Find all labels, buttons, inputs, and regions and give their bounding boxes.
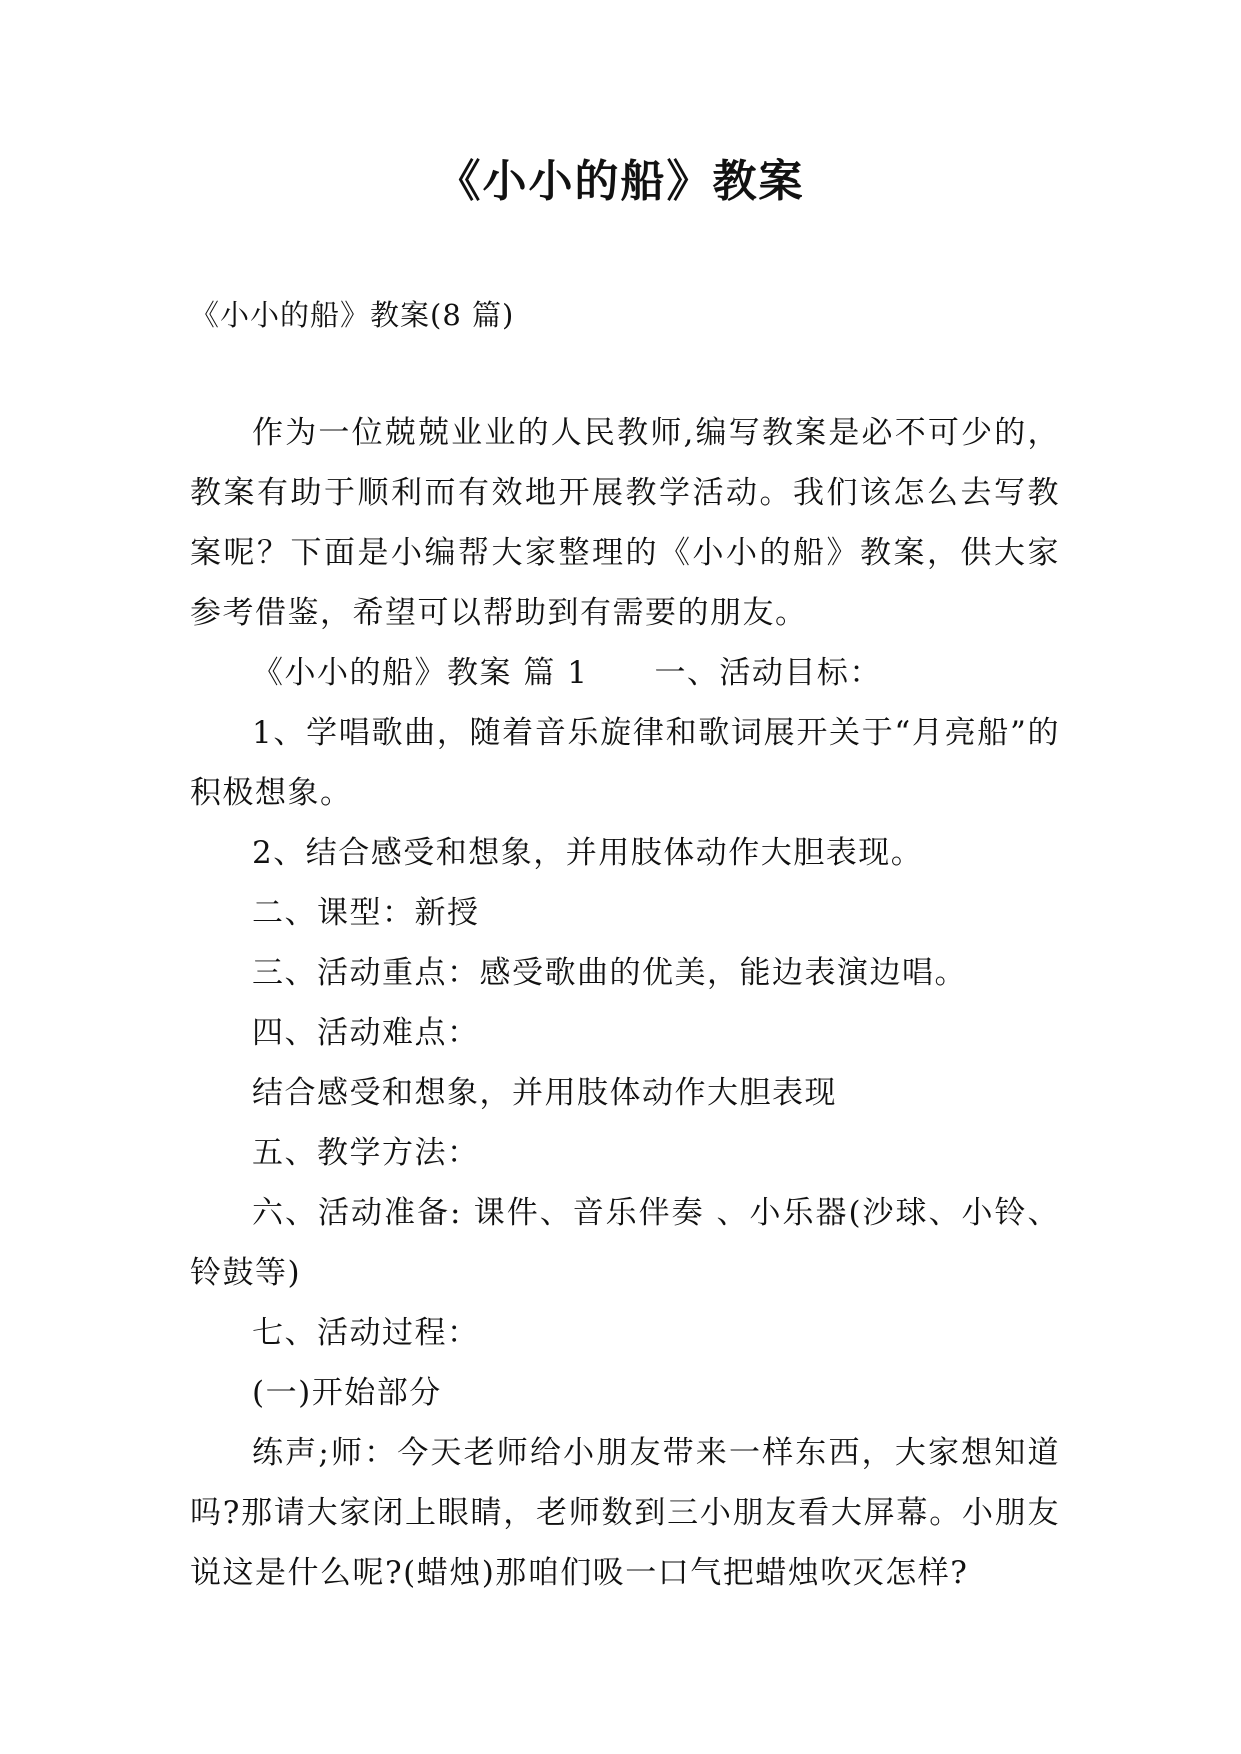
document-subtitle: 《小小的船》教案(8 篇) bbox=[190, 298, 515, 332]
paragraph-method: 五、教学方法： bbox=[252, 1135, 480, 1171]
paragraph-warmup: 练声;师：今天老师给小朋友带来一样东西，大家想知道吗?那请大家闭上眼睛，老师数到三小朋友看大屏幕。小朋友说这是什么呢?(蜡烛)那咱们吸一口气把蜡烛吹灭怎样? bbox=[190, 1435, 1060, 1591]
paragraph-goal-1: 1、学唱歌曲，随着音乐旋律和歌词展开关于“月亮船”的积极想象。 bbox=[190, 715, 1060, 811]
paragraph-goal-2: 2、结合感受和想象，并用肢体动作大胆表现。 bbox=[252, 835, 924, 871]
paragraph-process: 七、活动过程： bbox=[252, 1315, 480, 1351]
document-title: 《小小的船》教案 bbox=[436, 156, 805, 207]
intro-paragraph: 作为一位兢兢业业的人民教师,编写教案是必不可少的，教案有助于顺利而有效地开展教学活动。我们该怎么去写教案呢？下面是小编帮大家整理的《小小的船》教案，供大家参考借鉴，希望可以帮助到有需要的朋友。 bbox=[190, 415, 1060, 631]
paragraph-preparation: 六、活动准备: 课件、音乐伴奏 、小乐器(沙球、小铃、铃鼓等) bbox=[190, 1195, 1060, 1291]
section-heading bbox=[190, 643, 1060, 703]
paragraph-difficulty: 四、活动难点： bbox=[252, 1015, 480, 1051]
section-heading-title: 《小小的船》教案 篇 1 bbox=[252, 655, 589, 691]
paragraph-opening: (一)开始部分 bbox=[252, 1375, 442, 1411]
section-heading-goal: 一、活动目标： bbox=[654, 655, 882, 691]
paragraph-difficulty-detail: 结合感受和想象，并用肢体动作大胆表现 bbox=[252, 1075, 837, 1111]
document-body bbox=[190, 403, 1060, 1603]
paragraph-key-point: 三、活动重点：感受歌曲的优美，能边表演边唱。 bbox=[252, 955, 967, 991]
paragraph-lesson-type: 二、课型：新授 bbox=[252, 895, 480, 931]
